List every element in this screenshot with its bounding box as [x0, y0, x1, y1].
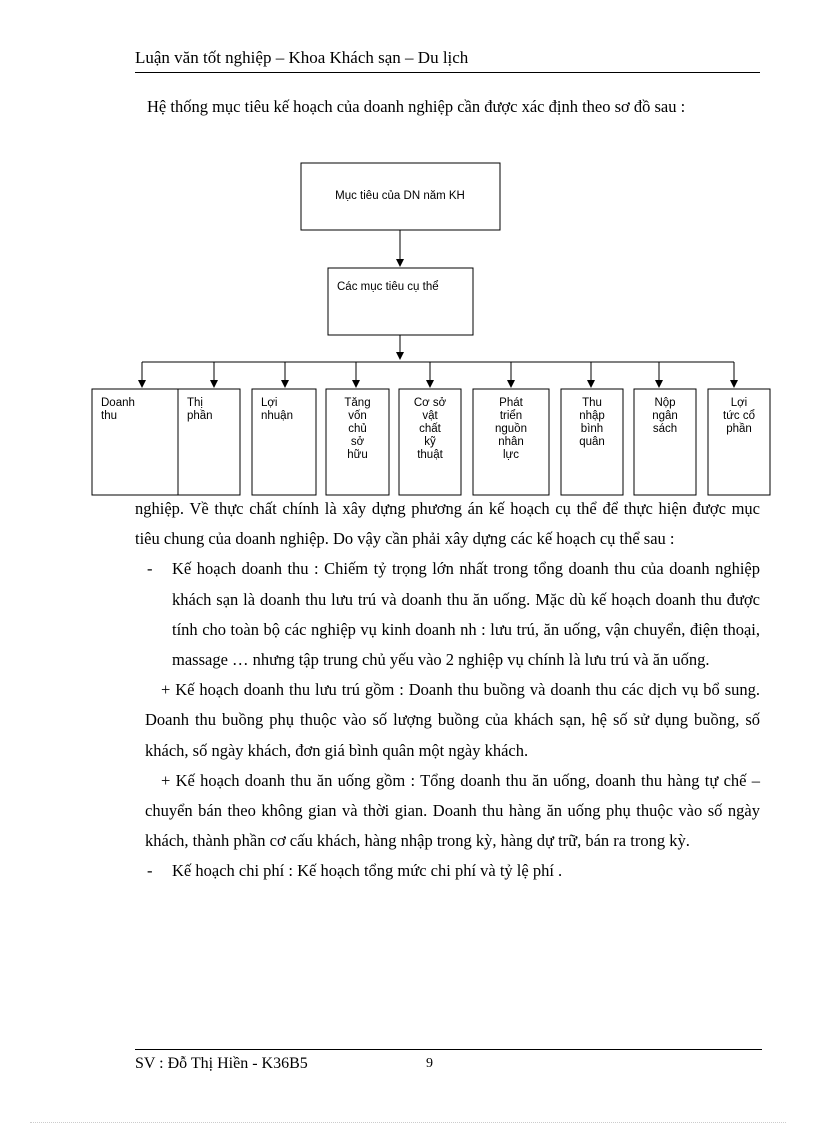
child-box-label: Cơ sở vật chất kỹ thuật [413, 397, 447, 461]
specific-goals-label: Các mục tiêu cụ thể [337, 281, 439, 293]
specific-goals-box [328, 268, 473, 335]
top-goal-label: Mục tiêu của DN năm KH [335, 190, 465, 202]
bullet-revenue-text: Kế hoạch doanh thu : Chiếm tỷ trọng lớn nhất trong tổng doanh thu của doanh nghiệp khách sạn là doanh thu lưu trú và doanh thu ăn uống. Mặc dù kế hoạch doanh thu được tính cho toàn bộ các nghiệp vụ kinh doanh nh : lưu trú, ăn uống, vận chuyển, điện thoại, massage … nhưng tập trung chủ yếu vào 2 nghiệp vụ chính là lưu trú và ăn uống. [172, 559, 760, 670]
bullet-cost [135, 856, 760, 886]
bullet-dash: - [147, 559, 153, 579]
bullet-dash: - [147, 861, 153, 881]
paragraph-lodging: + Kế hoạch doanh thu lưu trú gồm : Doanh thu buồng và doanh thu các dịch vụ bổ sung. Doanh thu buồng phụ thuộc vào số lượng buồng của khách sạn, hệ số sử dụng buồng, số khách, số ngày khách, đơn giá bình quân một ngày khách. [145, 680, 760, 760]
intro-paragraph: Hệ thống mục tiêu kế hoạch của doanh nghiệp cần được xác định theo sơ đồ sau : [147, 97, 686, 116]
body-text [135, 494, 760, 887]
paragraph-dining: + Kế hoạch doanh thu ăn uống gồm : Tổng doanh thu ăn uống, doanh thu hàng tự chế – chuyển bán theo không gian và thời gian. Doanh thu hàng ăn uống phụ thuộc vào số ngày khách, thành phần cơ cấu khách, hàng nhập trong kỳ, hàng dự trữ, bán ra trong kỳ. [145, 770, 760, 851]
child-box-label: Thu nhập bình quân [579, 397, 605, 448]
running-header: Luận văn tốt nghiệp – Khoa Khách sạn – Du lịch [135, 48, 469, 67]
objective-diagram [0, 0, 816, 520]
child-box-label: Phát triển nguồn nhân lực [495, 397, 527, 461]
child-box-label: Lợi tức cổ phần [723, 397, 755, 435]
child-box-label: Lợi nhuận [261, 397, 293, 422]
child-boxes [92, 362, 770, 495]
child-box-label: Tăng vốn chủ sở hữu [344, 397, 371, 461]
child-box-label: Doanh thu [101, 397, 135, 422]
bullet-revenue [135, 554, 760, 675]
page-number: 9 [426, 1056, 433, 1071]
child-box-label: Nộp ngân sách [652, 397, 678, 435]
footer-author: SV : Đỗ Thị Hiền - K36B5 [135, 1055, 308, 1072]
child-box-label: Thị phần [187, 397, 213, 422]
paragraph-1: nghiệp. Về thực chất chính là xây dựng phương án kế hoạch cụ thể để thực hiện được mục tiêu chung của doanh nghiệp. Do vậy cần phải xây dựng các kế hoạch cụ thể sau : [135, 499, 760, 549]
bullet-cost-text: Kế hoạch chi phí : Kế hoạch tổng mức chi phí và tỷ lệ phí . [172, 861, 563, 881]
footer-rule [135, 1049, 762, 1050]
